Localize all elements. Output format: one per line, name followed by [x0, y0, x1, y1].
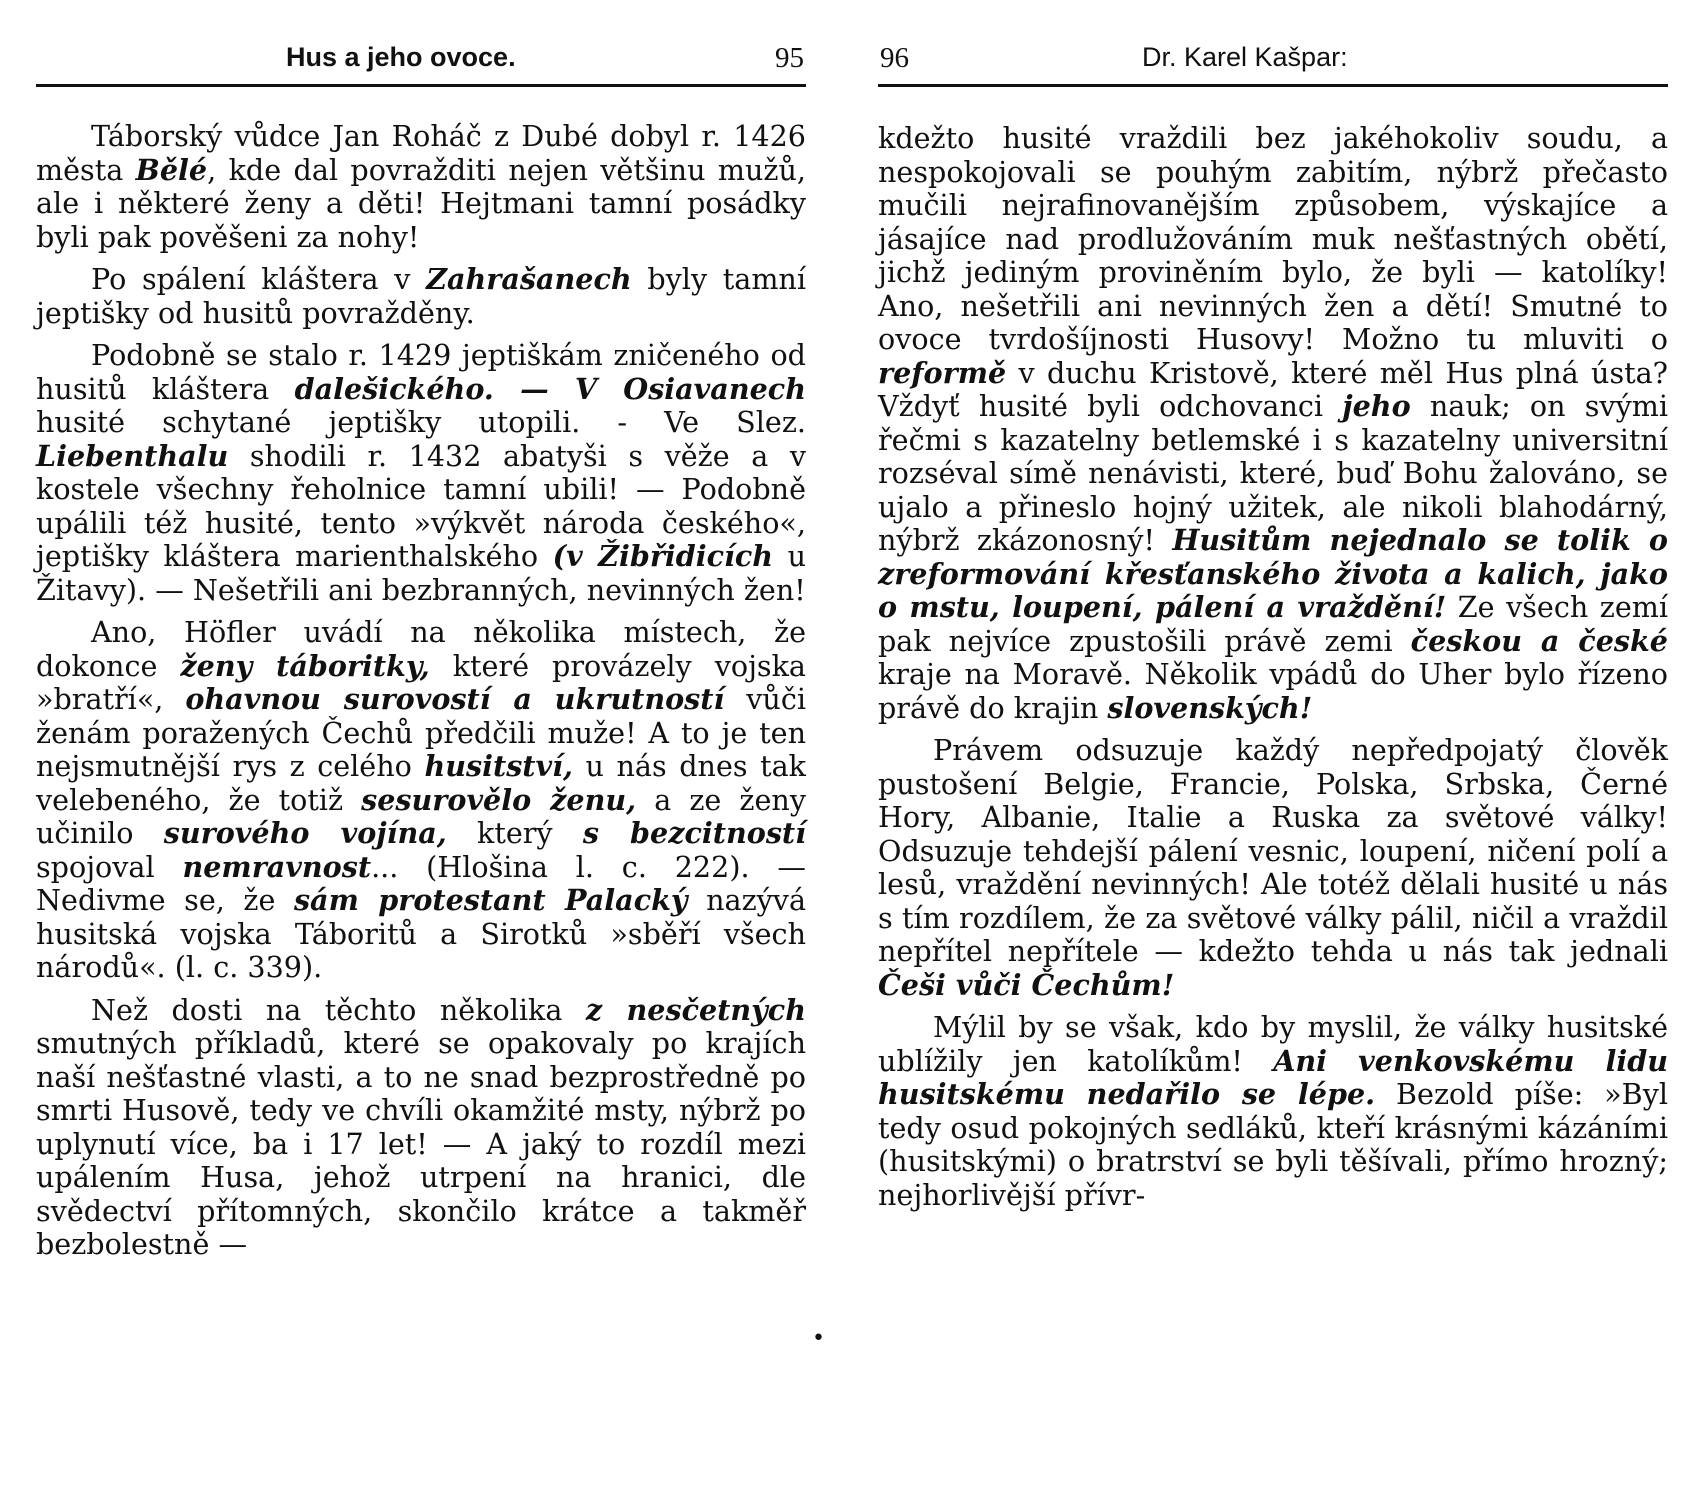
right-page	[878, 0, 1668, 1500]
paragraph	[878, 734, 1668, 1002]
paragraph	[36, 263, 806, 330]
paragraph-text: a ze ženy učinilo	[36, 782, 806, 850]
paragraph-text: u nás dnes tak velebeného, že totiž	[36, 749, 806, 817]
paragraph-text: Táborský vůdce Jan Roháč z Dubé dobyl r. 1426 města	[36, 119, 806, 187]
paragraph-text: Právem odsuzuje každý nepředpojatý člověk pustošení Belgie, Francie, Polska, Srbska, Černé Hory, Albanie, Italie a Ruska za světové války! Odsuzuje tehdejší pálení vesnic, loupení, ničení polí a lesů, vraždění nevinných! Ale totéž dělali husité u nás s tím rozdílem, že za světové války pálil, ničil a vraždil nepřítel nepřítele — kdežto tehda u nás tak jednali	[878, 733, 1668, 968]
emphasis-text: reformě	[878, 355, 1007, 390]
emphasis-text: sesurovělo ženu,	[361, 782, 637, 817]
paragraph-text: které provázely vojska »bratří«,	[36, 648, 806, 716]
paragraph	[36, 616, 806, 985]
page-number: 96	[880, 42, 909, 74]
paragraph-text: který	[446, 816, 583, 850]
paragraph	[36, 120, 806, 254]
paragraph-text: Ano, Höfler uvádí na několika místech, že dokonce	[36, 615, 806, 683]
paragraph-text: , kde dal povražditi nejen většinu mužů, ale i některé ženy a děti! Hejtmani tamní posádky byli pak pověšeni za nohy!	[36, 152, 806, 254]
right-page-body	[878, 122, 1668, 1221]
header-rule	[878, 84, 1668, 87]
paragraph	[36, 994, 806, 1262]
emphasis-text: Zahrašanech	[426, 262, 632, 296]
emphasis-text: Husitům nejednalo se tolik o zreformování křesťanského života a kalich, jako o mstu, loupení, pálení a vraždění!	[878, 523, 1669, 624]
emphasis-text: ženy táboritky,	[180, 648, 430, 683]
paragraph-text: u Žitavy). — Nešetřili ani bezbranných, nevinných žen!	[36, 539, 806, 607]
emphasis-text: surového vojína,	[163, 816, 447, 850]
paragraph-text: v duchu Kristově, které měl Hus plná ústa? Vždyť husité byli odchovanci	[878, 355, 1668, 423]
emphasis-text: dalešického. — V Osiavanech	[294, 371, 807, 406]
paragraph-text: kdežto husité vraždili bez jakéhokoliv soudu, a nespokojovali se pouhým zabitím, nýbrž přečasto mučili nejrafinovanějším způsobem, výskajíce a jásajíce nad prodlužováním muk nešťastných obětí, jichž jediným proviněním bylo, že byli — katolíky! Ano, nešetřili ani nevinných žen a dětí! Smutné to ovoce tvrdošíjnosti Husovy! Možno tu mluviti o	[878, 121, 1668, 356]
emphasis-text: sám protestant Palacký	[293, 883, 688, 917]
paragraph-text: kraje na Moravě. Několik vpádů do Uher bylo řízeno právě do krajin	[878, 657, 1668, 725]
paragraph-text: Podobně se stalo r. 1429 jeptiškám zničeného od husitů kláštera	[36, 338, 806, 406]
paragraph-text: Po spálení kláštera v	[91, 262, 427, 296]
emphasis-text: Češi vůči Čechům!	[878, 967, 1175, 1002]
paragraph	[878, 1011, 1668, 1212]
emphasis-text: ohavnou surovostí a ukrutností	[185, 682, 725, 716]
left-page	[36, 0, 806, 1500]
emphasis-text: českou a české	[1410, 623, 1668, 658]
header-rule	[36, 84, 806, 87]
left-page-header	[36, 42, 806, 78]
paragraph	[36, 339, 806, 607]
paragraph-text: husité schytané jeptišky utopili. - Ve Slez.	[36, 405, 806, 439]
paragraph-text: byly tamní jeptišky od husitů povražděny.	[36, 262, 806, 330]
paragraph-text: shodili r. 1432 abatyši s věže a v kostele všechny řeholnice tamní ubili! — Podobně upálili též husité, tento »výkvět národa českého«, jeptišky kláštera marienthalského	[36, 438, 806, 573]
emphasis-text: nemravnost	[182, 849, 372, 884]
left-page-body	[36, 120, 806, 1271]
emphasis-text: Ani venkovskému lidu husitskému nedařilo se lépe.	[878, 1043, 1668, 1111]
paragraph-text: nauk; on svými řečmi s kazatelny betlemské i s kazatelny universitní rozséval símě nenávisti, které, buď Bohu žalováno, se ujalo a přineslo hojný užitek, ale nikoli blahodárný, nýbrž zkázonosný!	[878, 389, 1668, 557]
emphasis-text: s bezcitností	[582, 816, 806, 850]
paragraph	[878, 122, 1668, 725]
emphasis-text: (v Žibřidicích	[552, 539, 774, 573]
running-title: Hus a jeho ovoce.	[286, 42, 516, 72]
emphasis-text: jeho	[1342, 389, 1411, 423]
emphasis-text: Bělé	[135, 152, 208, 187]
emphasis-text: slovenských!	[1107, 690, 1313, 725]
margin-dot: •	[812, 1326, 825, 1351]
emphasis-text: husitství,	[424, 749, 573, 783]
page-number: 95	[775, 42, 804, 74]
paragraph-text: smutných příkladů, které se opakovaly po krajích naší nešťastné vlasti, a to ne snad bezprostředně po smrti Husově, tedy ve chvíli okamžité msty, nýbrž po uplynutí více, ba i 17 let! — A jaký to rozdíl mezi upálením Husa, jehož utrpení na hranici, dle svědectví přítomných, skončilo krátce a takměř bezbolestně —	[36, 1026, 806, 1261]
running-title: Dr. Karel Kašpar:	[1142, 42, 1348, 72]
paragraph-text: vůči ženám poražených Čechů předčili muže! A to je ten nejsmutnější rys z celého	[36, 682, 806, 783]
paragraph-text: Ze všech zemí pak nejvíce zpustošili právě zemi	[878, 590, 1668, 658]
right-page-header	[878, 42, 1668, 78]
paragraph-text: nazývá husitská vojska Táboritů a Sirotků »sběří všech národů«. (l. c. 339).	[36, 883, 806, 984]
emphasis-text: z nesčetných	[585, 992, 806, 1027]
paragraph-text: spojoval	[36, 849, 183, 884]
paragraph-text: ... (Hlošina l. c. 222). — Nedivme se, že	[36, 849, 806, 917]
emphasis-text: Liebenthalu	[36, 438, 229, 473]
paragraph-text: Bezold píše: »Byl tedy osud pokojných sedláků, kteří krásnými kázáními (husitskými) o bratrství se byli těšívali, přímo hrozný; nejhorlivější přívr-	[878, 1077, 1668, 1212]
paragraph-text: Mýlil by se však, kdo by myslil, že války husitské ublížily jen katolíkům!	[878, 1010, 1668, 1078]
paragraph-text: Než dosti na těchto několika	[91, 992, 586, 1027]
